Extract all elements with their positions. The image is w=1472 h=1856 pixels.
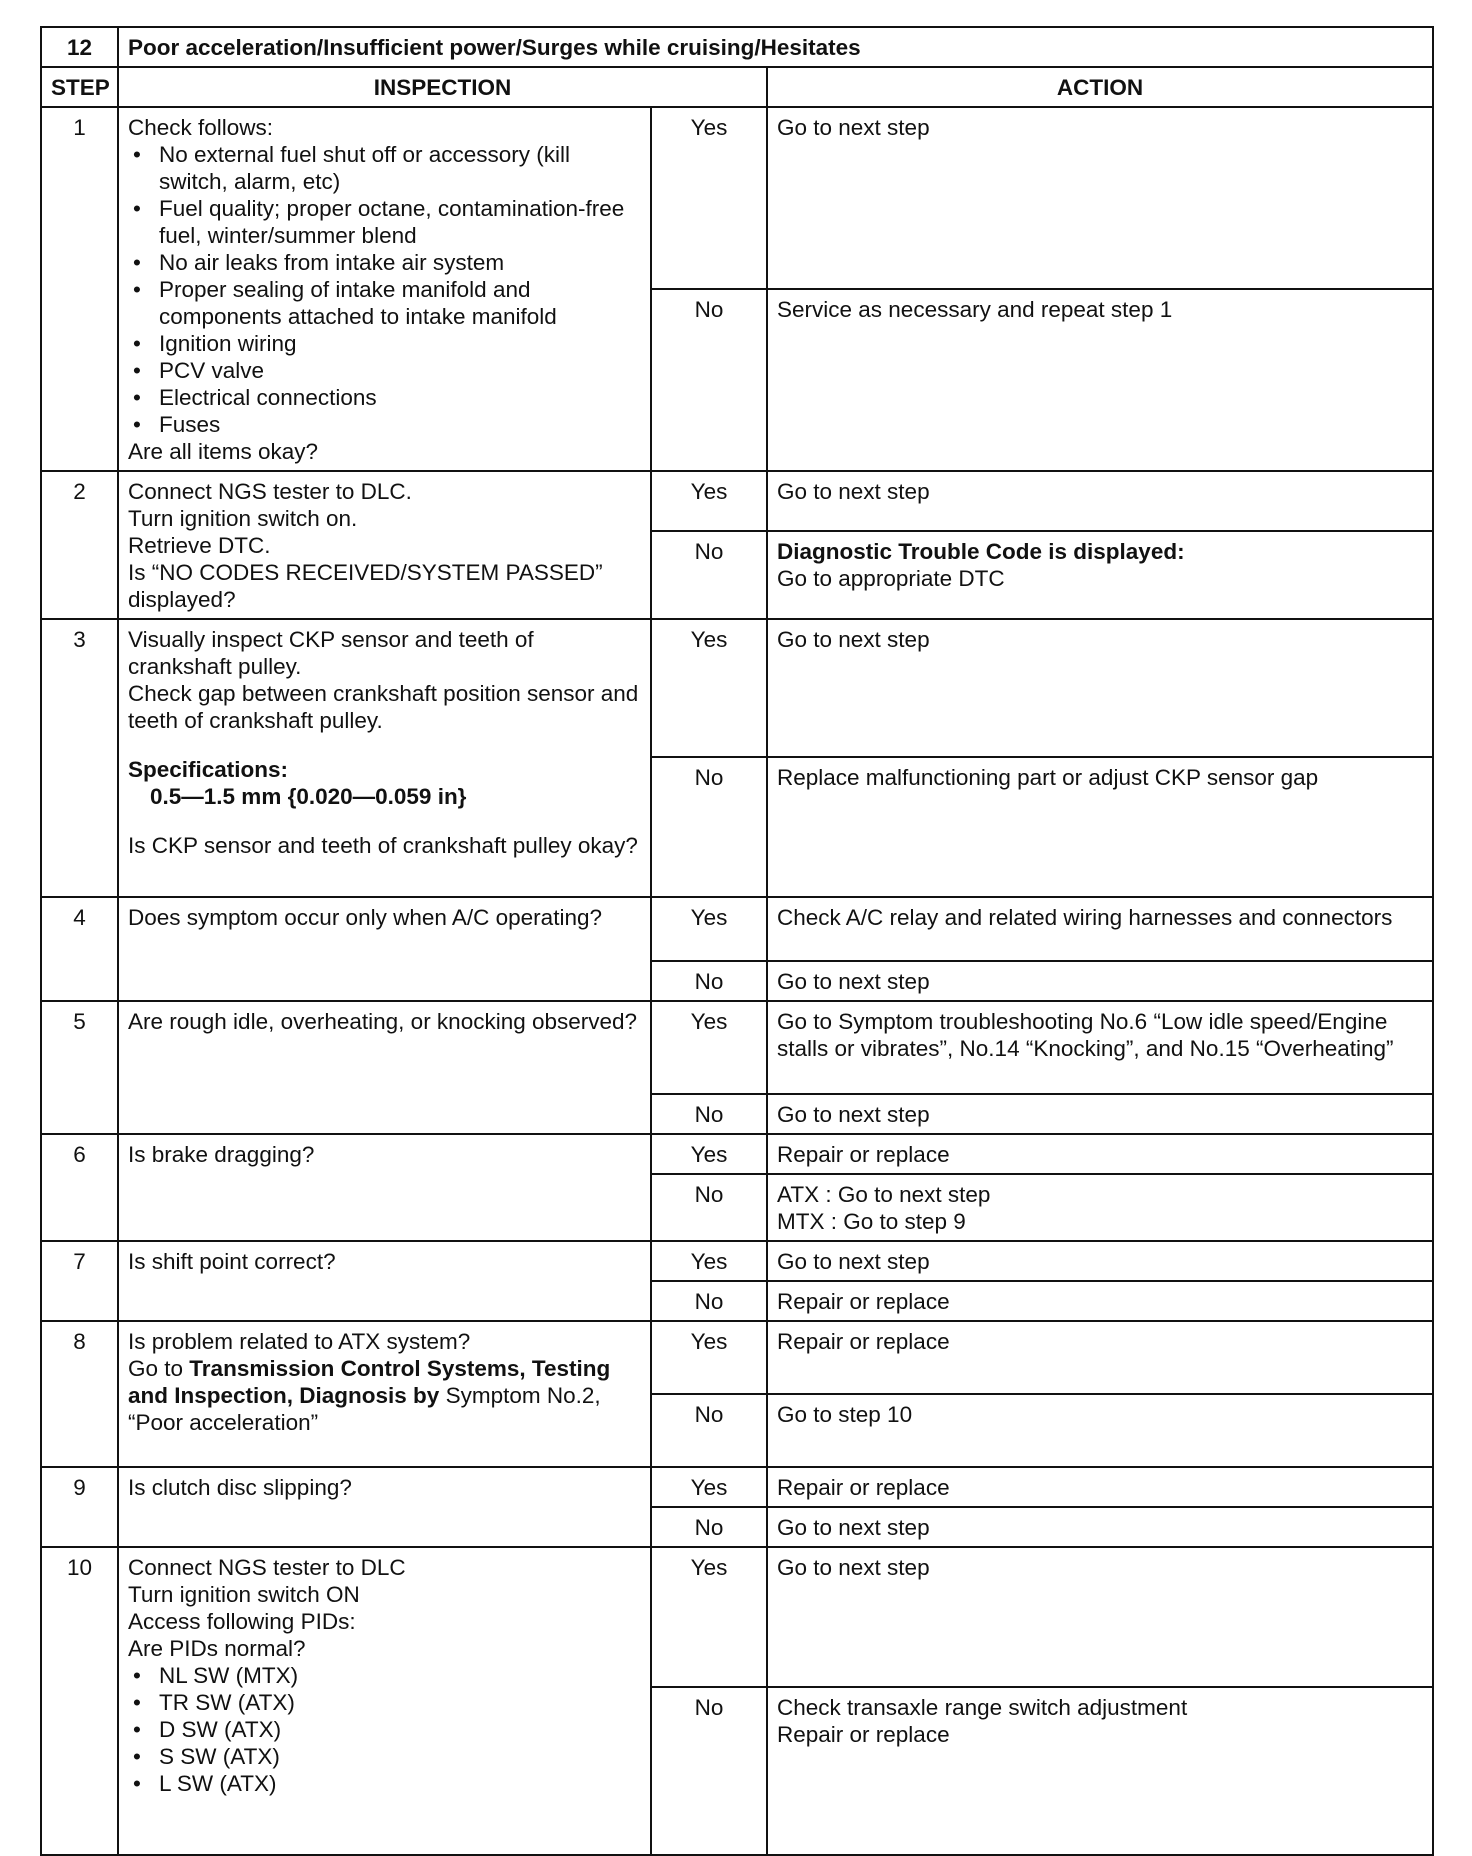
reference-symptom: Symptom No.2, “Poor acceleration” (128, 1383, 601, 1435)
step-number: 8 (41, 1321, 118, 1467)
reference-section: Transmission Control Systems, Testing and Inspection, Diagnosis by (128, 1356, 611, 1408)
inspection-question: Is “NO CODES RECEIVED/SYSTEM PASSED” displayed? (128, 560, 603, 612)
yes-action: Go to next step (767, 471, 1433, 531)
inspection-text: Access following PIDs: (128, 1609, 356, 1634)
list-item: • D SW (ATX) (128, 1716, 641, 1743)
table-row (41, 1241, 1433, 1281)
yes-label: Yes (651, 897, 767, 961)
inspection-cell: Is shift point correct? (118, 1241, 651, 1321)
table-row (41, 1547, 1433, 1687)
table-row (41, 1321, 1433, 1394)
table-title-row (41, 27, 1433, 67)
step-number: 4 (41, 897, 118, 1001)
list-item: • Fuel quality; proper octane, contamination-free fuel, winter/summer blend (128, 195, 641, 249)
no-action-text: Repair or replace (777, 1722, 950, 1747)
diagnostic-table-sheet (40, 26, 1432, 1856)
list-item: • NL SW (MTX) (128, 1662, 641, 1689)
inspection-text: Visually inspect CKP sensor and teeth of crankshaft pulley. (128, 627, 534, 679)
inspection-text: Turn ignition switch on. (128, 506, 358, 531)
table-row (41, 619, 1433, 757)
no-action: Go to next step (767, 961, 1433, 1001)
no-action (767, 1174, 1433, 1241)
no-action-text: ATX : Go to next step (777, 1182, 991, 1207)
no-label: No (651, 961, 767, 1001)
list-item: • Electrical connections (128, 384, 641, 411)
yes-action: Go to next step (767, 107, 1433, 289)
header-step: STEP (41, 67, 118, 107)
no-action-text: Go to appropriate DTC (777, 566, 1005, 591)
inspection-text: Check follows: (128, 115, 274, 140)
no-label: No (651, 531, 767, 619)
yes-action: Repair or replace (767, 1467, 1433, 1507)
no-action: Replace malfunctioning part or adjust CKP sensor gap (767, 757, 1433, 897)
table-row (41, 1001, 1433, 1094)
yes-label: Yes (651, 471, 767, 531)
table-title: Poor acceleration/Insufficient power/Surges while cruising/Hesitates (118, 27, 1433, 67)
no-action-text: Check transaxle range switch adjustment (777, 1695, 1188, 1720)
inspection-cell: Is brake dragging? (118, 1134, 651, 1241)
yes-action: Repair or replace (767, 1134, 1433, 1174)
list-item: • No external fuel shut off or accessory (kill switch, alarm, etc) (128, 141, 641, 195)
no-label: No (651, 1507, 767, 1547)
yes-label: Yes (651, 1134, 767, 1174)
inspection-cell (118, 471, 651, 619)
inspection-cell: Are rough idle, overheating, or knocking observed? (118, 1001, 651, 1134)
table-row (41, 1134, 1433, 1174)
table-row (41, 107, 1433, 289)
yes-label: Yes (651, 1321, 767, 1394)
inspection-question: Is problem related to ATX system? (128, 1329, 471, 1354)
inspection-text: Connect NGS tester to DLC (128, 1555, 406, 1580)
inspection-text: Retrieve DTC. (128, 533, 271, 558)
no-label: No (651, 1094, 767, 1134)
yes-label: Yes (651, 1001, 767, 1094)
table-header-row (41, 67, 1433, 107)
step-number: 1 (41, 107, 118, 471)
no-label: No (651, 1281, 767, 1321)
inspection-text: Turn ignition switch ON (128, 1582, 360, 1607)
inspection-cell (118, 1547, 651, 1855)
no-action: Go to next step (767, 1094, 1433, 1134)
no-label: No (651, 1687, 767, 1855)
no-label: No (651, 289, 767, 471)
list-item: • Fuses (128, 411, 641, 438)
no-label: No (651, 1394, 767, 1467)
list-item: • Proper sealing of intake manifold and components attached to intake manifold (128, 276, 641, 330)
no-action (767, 1687, 1433, 1855)
list-item: • S SW (ATX) (128, 1743, 641, 1770)
header-action: ACTION (767, 67, 1433, 107)
step-number: 5 (41, 1001, 118, 1134)
no-action: Repair or replace (767, 1281, 1433, 1321)
no-action: Service as necessary and repeat step 1 (767, 289, 1433, 471)
no-action: Go to next step (767, 1507, 1433, 1547)
table-row (41, 897, 1433, 961)
yes-action: Go to next step (767, 1241, 1433, 1281)
step-number: 6 (41, 1134, 118, 1241)
step-number: 2 (41, 471, 118, 619)
spec-label: Specifications: (128, 757, 289, 782)
yes-action: Go to next step (767, 619, 1433, 757)
no-action: Go to step 10 (767, 1394, 1433, 1467)
no-action (767, 531, 1433, 619)
list-item: • Ignition wiring (128, 330, 641, 357)
header-inspection: INSPECTION (118, 67, 767, 107)
no-action-heading: Diagnostic Trouble Code is displayed: (777, 539, 1185, 564)
step-number: 7 (41, 1241, 118, 1321)
step-number: 9 (41, 1467, 118, 1547)
list-item: • L SW (ATX) (128, 1770, 641, 1797)
inspection-cell: Does symptom occur only when A/C operating? (118, 897, 651, 1001)
yes-label: Yes (651, 1241, 767, 1281)
table-number: 12 (41, 27, 118, 67)
inspection-text: Check gap between crankshaft position sensor and teeth of crankshaft pulley. (128, 681, 639, 733)
yes-label: Yes (651, 107, 767, 289)
yes-label: Yes (651, 1467, 767, 1507)
yes-label: Yes (651, 1547, 767, 1687)
step-number: 3 (41, 619, 118, 897)
inspection-cell (118, 107, 651, 471)
diagnostic-table (40, 26, 1434, 1856)
no-action-text: MTX : Go to step 9 (777, 1209, 966, 1234)
inspection-question: Are PIDs normal? (128, 1636, 306, 1661)
no-label: No (651, 757, 767, 897)
yes-action: Check A/C relay and related wiring harnesses and connectors (767, 897, 1433, 961)
inspection-cell (118, 1321, 651, 1467)
pid-list (128, 1662, 641, 1797)
yes-label: Yes (651, 619, 767, 757)
spec-value: 0.5—1.5 mm {0.020—0.059 in} (150, 784, 467, 809)
list-item: • PCV valve (128, 357, 641, 384)
table-row (41, 471, 1433, 531)
inspection-question: Are all items okay? (128, 439, 319, 464)
list-item: • No air leaks from intake air system (128, 249, 641, 276)
inspection-question: Is CKP sensor and teeth of crankshaft pulley okay? (128, 833, 638, 858)
list-item: • TR SW (ATX) (128, 1689, 641, 1716)
yes-action: Go to Symptom troubleshooting No.6 “Low idle speed/Engine stalls or vibrates”, No.14 “Knocking”, and No.15 “Overheating” (767, 1001, 1433, 1094)
no-label: No (651, 1174, 767, 1241)
inspection-text: Connect NGS tester to DLC. (128, 479, 412, 504)
yes-action: Go to next step (767, 1547, 1433, 1687)
table-row (41, 1467, 1433, 1507)
checklist (128, 141, 641, 438)
step-number: 10 (41, 1547, 118, 1855)
inspection-cell: Is clutch disc slipping? (118, 1467, 651, 1547)
reference-prefix: Go to (128, 1356, 184, 1381)
inspection-cell (118, 619, 651, 897)
yes-action: Repair or replace (767, 1321, 1433, 1394)
